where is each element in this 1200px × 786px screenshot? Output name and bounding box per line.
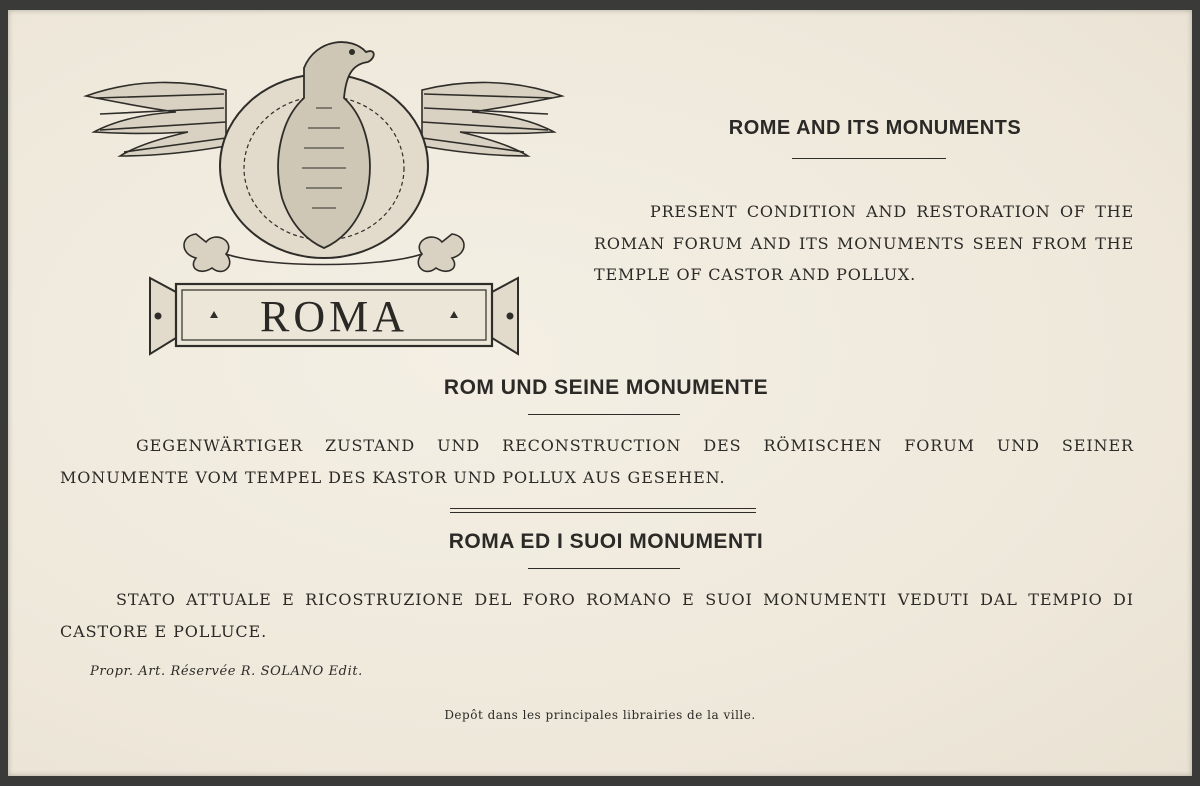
english-heading: ROME AND ITS MONUMENTS bbox=[728, 117, 1022, 139]
german-heading-rule bbox=[528, 414, 680, 415]
roma-banner-text: ROMA bbox=[259, 292, 409, 341]
english-description: PRESENT CONDITION AND RESTORATION OF THE ROMAN FORUM AND ITS MONUMENTS SEEN FROM THE TEMPLE OF CASTOR AND POLLUX. bbox=[594, 202, 1134, 284]
italian-heading-rule bbox=[528, 568, 680, 569]
eagle-body-icon bbox=[220, 42, 428, 258]
roman-eagle-emblem bbox=[76, 28, 572, 364]
italian-description: STATO ATTUALE E RICOSTRUZIONE DEL FORO ROMANO E SUOI MONUMENTI VEDUTI DAL TEMPIO DI CASTORE E POLLUCE. bbox=[60, 590, 1134, 641]
german-description: GEGENWÄRTIGER ZUSTAND UND RECONSTRUCTION DES RÖMISCHEN FORUM UND SEINER MONUMENTE VOM TEMPEL DES KASTOR UND POLLUX AUS GESEHEN. bbox=[60, 436, 1134, 487]
depot-notice: Depôt dans les principales librairies de la ville. bbox=[444, 708, 756, 722]
italian-heading: ROMA ED I SUOI MONUMENTI bbox=[448, 530, 764, 553]
publisher-credit: Propr. Art. Réservée R. SOLANO Edit. bbox=[90, 664, 363, 679]
english-heading-rule bbox=[792, 158, 946, 159]
roma-banner bbox=[150, 278, 518, 354]
section-divider bbox=[450, 508, 756, 513]
german-heading: ROM UND SEINE MONUMENTE bbox=[443, 376, 769, 399]
